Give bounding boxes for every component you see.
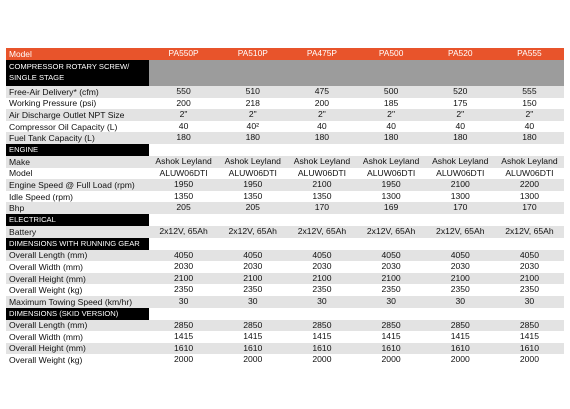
table-cell: 150 — [522, 97, 537, 108]
table-cell: 2030 — [174, 261, 194, 272]
table-cell: 1950 — [243, 179, 263, 190]
table-cell: 2350 — [312, 284, 332, 295]
table-cell: 40 — [178, 120, 189, 131]
table-cell: 169 — [383, 202, 399, 213]
table-cell: Ashok Leyland — [224, 155, 281, 166]
model-header-cells — [149, 48, 564, 60]
table-cell: 2" — [318, 109, 326, 120]
table-cell: 510 — [245, 86, 260, 96]
table-row — [6, 296, 564, 308]
row-values — [149, 109, 564, 121]
table-row — [6, 168, 564, 180]
model-header-cell: PA520 — [448, 48, 473, 58]
table-row — [6, 86, 564, 98]
row-values — [149, 331, 564, 343]
table-row — [6, 179, 564, 191]
table-cell: 30 — [524, 295, 535, 306]
table-cell: 40² — [246, 120, 259, 131]
table-cell: 2100 — [243, 272, 263, 283]
row-label: Free-Air Delivery* (cfm) — [9, 86, 99, 97]
table-cell: 175 — [453, 97, 468, 108]
table-cell: 40 — [455, 120, 466, 131]
row-label: Battery — [9, 226, 37, 237]
table-cell: 1415 — [312, 331, 332, 342]
row-label: Overall Width (mm) — [9, 261, 84, 272]
table-cell: 4050 — [174, 249, 194, 260]
row-label: Overall Weight (kg) — [9, 285, 83, 296]
section-header-row — [6, 308, 564, 320]
table-cell: 475 — [314, 86, 330, 96]
table-cell: 2" — [179, 109, 188, 120]
table-cell: 1350 — [312, 190, 332, 201]
table-cell: 500 — [383, 86, 399, 96]
table-body — [6, 60, 564, 366]
row-values — [149, 132, 564, 144]
section-title: DIMENSIONS WITH RUNNING GEAR — [9, 239, 140, 249]
table-row — [6, 284, 564, 296]
table-cell: 2" — [456, 109, 465, 120]
row-values — [149, 250, 564, 262]
table-cell: 180 — [176, 132, 191, 143]
table-cell: 2850 — [381, 319, 401, 330]
row-label: Air Discharge Outlet NPT Size — [9, 109, 125, 120]
table-cell: 2100 — [450, 272, 470, 283]
table-cell: 2100 — [312, 272, 332, 283]
table-cell: 2200 — [519, 179, 539, 190]
table-cell: 2000 — [174, 354, 194, 365]
row-values — [149, 98, 564, 110]
row-values — [149, 86, 564, 98]
row-label: Maximum Towing Speed (km/hr) — [9, 296, 133, 307]
table-row — [6, 331, 564, 343]
table-cell: 4050 — [519, 249, 539, 260]
row-label: Overall Length (mm) — [9, 320, 88, 331]
table-cell: 170 — [522, 202, 537, 213]
section-title: COMPRESSOR ROTARY SCREW/ SINGLE STAGE — [6, 60, 149, 86]
table-cell: 185 — [383, 97, 399, 108]
table-cell: 2100 — [312, 179, 332, 190]
table-cell: 520 — [453, 86, 468, 96]
table-cell: ALUW06DTI — [159, 167, 208, 178]
header-label: Model — [9, 49, 32, 59]
table-cell: 2x12V, 65Ah — [366, 225, 416, 236]
table-cell: 2" — [248, 109, 257, 120]
table-cell: Ashok Leyland — [293, 155, 351, 166]
table-cell: 1300 — [381, 190, 401, 201]
table-cell: 2x12V, 65Ah — [159, 225, 208, 236]
table-cell: 180 — [453, 132, 468, 143]
table-row — [6, 121, 564, 133]
table-cell: 550 — [176, 86, 191, 96]
table-cell: 170 — [314, 202, 330, 213]
table-cell: 1350 — [243, 190, 263, 201]
table-cell: 30 — [178, 295, 189, 306]
table-row — [6, 354, 564, 366]
table-cell: 2" — [387, 109, 396, 120]
row-values — [149, 343, 564, 355]
table-cell: 2030 — [243, 261, 263, 272]
table-cell: 2850 — [519, 319, 539, 330]
table-cell: 2350 — [174, 284, 194, 295]
table-cell: 1415 — [243, 331, 263, 342]
table-cell: 1610 — [243, 342, 263, 353]
table-cell: 2100 — [450, 179, 470, 190]
row-label: Overall Height (mm) — [9, 343, 86, 354]
row-values — [149, 202, 564, 214]
table-cell: 1415 — [381, 331, 401, 342]
model-header-cell: PA510P — [237, 48, 268, 58]
table-cell: 1610 — [519, 342, 539, 353]
table-cell: 4050 — [450, 249, 470, 260]
table-cell: 170 — [453, 202, 468, 213]
row-values — [149, 226, 564, 238]
table-cell: 180 — [245, 132, 260, 143]
table-cell: 2850 — [312, 319, 332, 330]
row-values — [149, 273, 564, 285]
table-header-row — [6, 48, 564, 60]
table-cell: 205 — [245, 202, 260, 213]
model-header-cell: PA555 — [517, 48, 542, 58]
table-row — [6, 191, 564, 203]
table-row — [6, 156, 564, 168]
table-cell: 2350 — [519, 284, 539, 295]
table-cell: 180 — [383, 132, 399, 143]
section-header-fill — [149, 144, 564, 156]
row-values — [149, 354, 564, 366]
table-cell: 2100 — [519, 272, 539, 283]
table-cell: 1610 — [312, 342, 332, 353]
table-cell: Ashok Leyland — [362, 155, 420, 166]
table-cell: 200 — [314, 97, 330, 108]
table-cell: 1610 — [381, 342, 401, 353]
row-values — [149, 191, 564, 203]
table-cell: 2000 — [450, 354, 470, 365]
table-cell: 4050 — [243, 249, 263, 260]
table-cell: ALUW06DTI — [436, 167, 485, 178]
table-row — [6, 202, 564, 214]
table-cell: ALUW06DTI — [505, 167, 554, 178]
table-cell: 1610 — [174, 342, 194, 353]
table-cell: 40 — [317, 120, 327, 131]
table-cell: 1610 — [450, 342, 470, 353]
table-cell: 4050 — [312, 249, 332, 260]
table-cell: 218 — [245, 97, 260, 108]
table-row — [6, 98, 564, 110]
section-title: ELECTRICAL — [9, 215, 56, 225]
table-cell: 2350 — [381, 284, 401, 295]
table-cell: 2x12V, 65Ah — [436, 225, 485, 236]
table-cell: 2" — [525, 109, 534, 120]
table-cell: 40 — [386, 120, 396, 131]
row-values — [149, 296, 564, 308]
table-cell: 2850 — [243, 319, 263, 330]
table-cell: Ashok Leyland — [155, 155, 212, 166]
table-cell: 30 — [317, 295, 327, 306]
table-cell: 1950 — [174, 179, 194, 190]
row-label: Bhp — [9, 203, 25, 214]
row-values — [149, 320, 564, 332]
table-row — [6, 320, 564, 332]
spec-table — [6, 48, 564, 366]
table-row — [6, 226, 564, 238]
row-label: Idle Speed (rpm) — [9, 191, 74, 202]
section-header-fill — [149, 214, 564, 226]
section-header-row — [6, 60, 564, 86]
table-row — [6, 132, 564, 144]
section-header-fill — [149, 238, 564, 250]
table-cell: 2x12V, 65Ah — [297, 225, 347, 236]
table-cell: 1300 — [450, 190, 470, 201]
table-cell: 30 — [386, 295, 396, 306]
table-cell: 4050 — [381, 249, 401, 260]
table-cell: 2350 — [450, 284, 470, 295]
table-cell: 1950 — [381, 179, 401, 190]
table-cell: ALUW06DTI — [366, 167, 416, 178]
section-header-fill — [149, 60, 564, 86]
table-cell: 2030 — [381, 261, 401, 272]
section-header-row — [6, 238, 564, 250]
table-cell: 2350 — [243, 284, 263, 295]
table-cell: ALUW06DTI — [228, 167, 277, 178]
table-cell: 40 — [524, 120, 535, 131]
table-cell: 2030 — [519, 261, 539, 272]
row-label: Engine Speed @ Full Load (rpm) — [9, 179, 135, 190]
row-values — [149, 156, 564, 168]
row-values — [149, 261, 564, 273]
row-label: Overall Height (mm) — [9, 273, 86, 284]
model-header-cell: PA500 — [378, 48, 404, 58]
row-label: Fuel Tank Capacity (L) — [9, 133, 95, 144]
table-cell: Ashok Leyland — [501, 155, 558, 166]
table-cell: 2000 — [381, 354, 401, 365]
table-cell: 2850 — [174, 319, 194, 330]
section-title: DIMENSIONS (SKID VERSION) — [9, 309, 119, 318]
table-cell: 2850 — [450, 319, 470, 330]
table-cell: 200 — [176, 97, 191, 108]
table-cell: 2x12V, 65Ah — [505, 225, 554, 236]
row-label: Overall Weight (kg) — [9, 355, 83, 366]
table-cell: 30 — [455, 295, 466, 306]
table-cell: Ashok Leyland — [432, 155, 489, 166]
row-label: Make — [9, 156, 31, 167]
section-header-row — [6, 214, 564, 226]
row-values — [149, 284, 564, 296]
row-label: Compressor Oil Capacity (L) — [9, 121, 118, 132]
table-cell: 2100 — [381, 272, 401, 283]
table-cell: 30 — [247, 295, 258, 306]
table-cell: 1300 — [519, 190, 539, 201]
table-cell: 1415 — [450, 331, 470, 342]
table-cell: 2100 — [174, 272, 194, 283]
table-cell: 1350 — [174, 190, 194, 201]
table-cell: 2030 — [450, 261, 470, 272]
row-label: Working Pressure (psi) — [9, 98, 97, 109]
model-header-cell: PA475P — [306, 48, 337, 58]
section-header-fill — [149, 308, 564, 320]
row-values — [149, 121, 564, 133]
table-cell: ALUW06DTI — [297, 167, 347, 178]
table-row — [6, 261, 564, 273]
table-cell: 2000 — [243, 354, 263, 365]
table-cell: 1415 — [174, 331, 194, 342]
table-row — [6, 250, 564, 262]
table-cell: 180 — [522, 132, 537, 143]
table-cell: 2000 — [519, 354, 539, 365]
row-values — [149, 179, 564, 191]
row-label: Model — [9, 168, 33, 179]
table-row — [6, 273, 564, 285]
table-cell: 1415 — [519, 331, 539, 342]
table-row — [6, 109, 564, 121]
table-cell: 2000 — [312, 354, 332, 365]
row-label: Overall Width (mm) — [9, 331, 84, 342]
table-cell: 2x12V, 65Ah — [228, 225, 277, 236]
table-row — [6, 343, 564, 355]
row-values — [149, 168, 564, 180]
section-title: ENGINE — [9, 145, 39, 155]
table-cell: 180 — [314, 132, 330, 143]
model-header-cell: PA550P — [168, 48, 199, 58]
table-cell: 555 — [522, 86, 537, 96]
section-header-row — [6, 144, 564, 156]
table-cell: 205 — [176, 202, 191, 213]
row-label: Overall Length (mm) — [9, 250, 88, 261]
table-cell: 2030 — [312, 261, 332, 272]
